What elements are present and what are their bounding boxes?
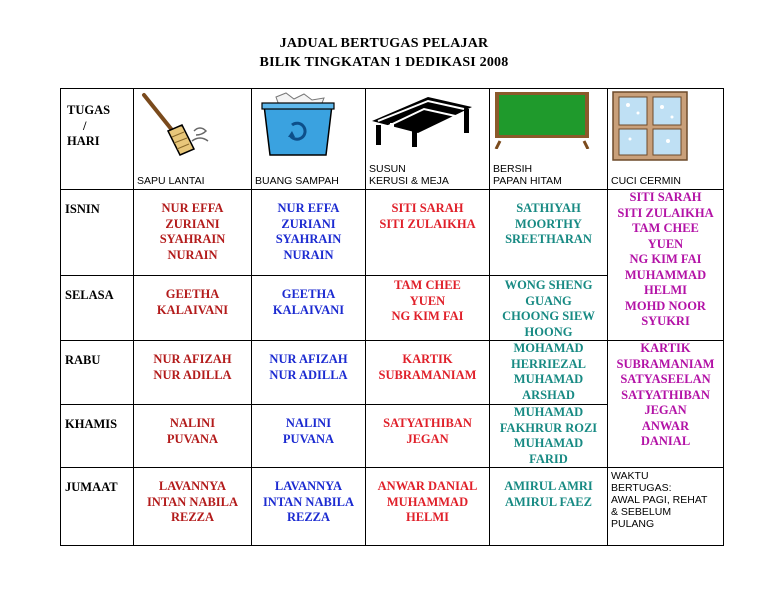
assignee-cell: NUR EFFA ZURIANI SYAHRAIN NURAIN <box>134 190 252 276</box>
task-header-cuci-cermin <box>608 89 724 190</box>
assignee-cell-cuci-isnin-selasa: SITI SARAH SITI ZULAIKHA TAM CHEE YUEN NG KIM FAI MUHAMMAD HELMI MOHD NOOR SYUKRI <box>608 190 724 341</box>
task-header-bersih-papan-hitam <box>490 89 608 190</box>
assignee-cell: NUR EFFA ZURIANI SYAHRAIN NURAIN <box>252 190 366 276</box>
assignee-cell: TAM CHEE YUEN NG KIM FAI <box>366 276 490 341</box>
assignee-cell: NALINI PUVANA <box>252 405 366 468</box>
assignee-cell: KARTIK SUBRAMANIAM <box>366 341 490 405</box>
page-title-line2: BILIK TINGKATAN 1 DEDIKASI 2008 <box>259 55 509 70</box>
day-label: SELASA <box>61 276 134 341</box>
assignee-cell: ANWAR DANIAL MUHAMMAD HELMI <box>366 468 490 546</box>
assignee-cell: LAVANNYA INTAN NABILA REZZA <box>252 468 366 546</box>
row-jumaat <box>61 468 724 546</box>
assignee-cell: LAVANNYA INTAN NABILA REZZA <box>134 468 252 546</box>
assignee-cell: GEETHA KALAIVANI <box>134 276 252 341</box>
task-header-susun-kerusi-meja <box>366 89 490 190</box>
assignee-cell: SATYATHIBAN JEGAN <box>366 405 490 468</box>
assignee-cell: NALINI PUVANA <box>134 405 252 468</box>
assignee-cell: GEETHA KALAIVANI <box>252 276 366 341</box>
window-icon <box>610 91 690 161</box>
assignee-cell-cuci-rabu-khamis: KARTIK SUBRAMANIAM SATYASEELAN SATYATHIBAN JEGAN ANWAR DANIAL <box>608 341 724 468</box>
task-header-sapu-lantai <box>134 89 252 190</box>
hari-label: HARI <box>67 134 100 148</box>
header-row <box>61 89 724 190</box>
task-caption: CUCI CERMIN <box>611 175 681 187</box>
task-caption: SAPU LANTAI <box>137 175 205 187</box>
desk-chairs-icon <box>368 91 478 147</box>
day-label: ISNIN <box>61 190 134 276</box>
assignee-cell: AMIRUL AMRI AMIRUL FAEZ <box>490 468 608 546</box>
slash-label: / <box>83 118 87 133</box>
day-label: JUMAAT <box>61 468 134 546</box>
recycle-bin-icon <box>254 91 344 157</box>
task-caption: BERSIH PAPAN HITAM <box>493 163 562 187</box>
assignee-cell: WONG SHENG GUANG CHOONG SIEW HOONG <box>490 276 608 341</box>
task-caption: SUSUN KERUSI & MEJA <box>369 163 449 187</box>
assignee-cell: NUR AFIZAH NUR ADILLA <box>134 341 252 405</box>
assignee-cell: MUHAMAD FAKHRUR ROZI MUHAMAD FARID <box>490 405 608 468</box>
assignee-cell: SITI SARAH SITI ZULAIKHA <box>366 190 490 276</box>
tugas-label: TUGAS <box>67 103 111 117</box>
duty-roster-table <box>60 88 724 546</box>
day-label: RABU <box>61 341 134 405</box>
page-title-line1: JADUAL BERTUGAS PELAJAR <box>279 36 489 51</box>
waktu-bertugas-note: WAKTU BERTUGAS: AWAL PAGI, REHAT & SEBELUM PULANG <box>608 468 724 546</box>
assignee-cell: SATHIYAH MOORTHY SREETHARAN <box>490 190 608 276</box>
row-rabu <box>61 341 724 405</box>
broom-icon <box>136 91 216 157</box>
task-caption: BUANG SAMPAH <box>255 175 339 187</box>
day-label: KHAMIS <box>61 405 134 468</box>
row-isnin <box>61 190 724 276</box>
corner-cell <box>61 89 134 190</box>
task-header-buang-sampah <box>252 89 366 190</box>
blackboard-icon <box>492 91 592 149</box>
assignee-cell: NUR AFIZAH NUR ADILLA <box>252 341 366 405</box>
assignee-cell: MOHAMAD HERRIEZAL MUHAMAD ARSHAD <box>490 341 608 405</box>
